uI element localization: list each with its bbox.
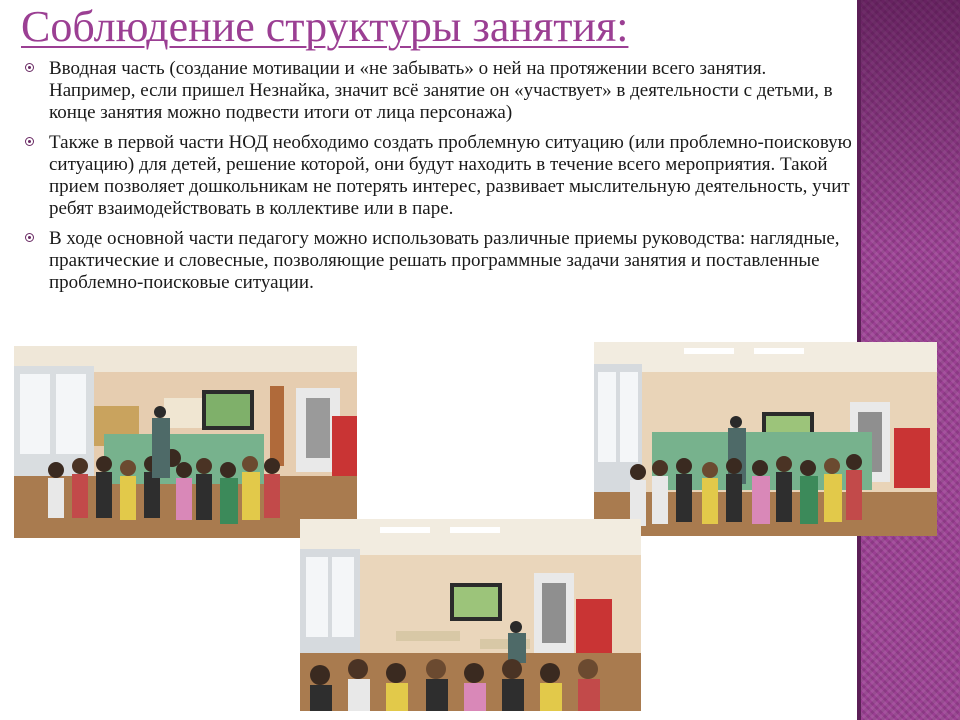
bullet-text: Также в первой части НОД необходимо создать проблемную ситуацию (или проблемно-поисковую ситуацию) для детей, решение которой, они будут находить в течение всего мероприятия. Такой прием позволяет дошкольникам не потерять интерес, развивает мыслительную деятельность, учит ребят взаимодействовать в коллективе или в паре.: [49, 132, 852, 219]
bullet-text: В ходе основной части педагогу можно использовать различные приемы руководства: наглядные, практические и словесные, позволяющие решать программные задачи занятия и поставленные проблемно-поисковые ситуации.: [49, 228, 840, 293]
classroom-photo-left: [14, 346, 357, 538]
bullet-text: Вводная часть (создание мотивации и «не забывать» о ней на протяжении всего занятия. Например, если пришел Незнайка, значит всё занятие он «участвует» в деятельности с детьми, в конце занятия можно подвести итоги от лица персонажа): [49, 58, 833, 123]
bullet-item: [22, 132, 852, 220]
circle-bullet-icon: [25, 63, 34, 72]
bullet-item: [22, 228, 852, 294]
bullet-item: [22, 58, 852, 124]
circle-bullet-icon: [25, 233, 34, 242]
circle-bullet-icon: [25, 137, 34, 146]
classroom-photo-bottom-image: [300, 519, 641, 711]
classroom-photo-bottom: [300, 519, 641, 711]
slide-title: Соблюдение структуры занятия:: [21, 2, 629, 51]
classroom-photo-left-image: [14, 346, 357, 538]
classroom-photo-right-image: [594, 342, 937, 536]
classroom-photo-right: [594, 342, 937, 536]
bullet-list: [22, 58, 852, 302]
